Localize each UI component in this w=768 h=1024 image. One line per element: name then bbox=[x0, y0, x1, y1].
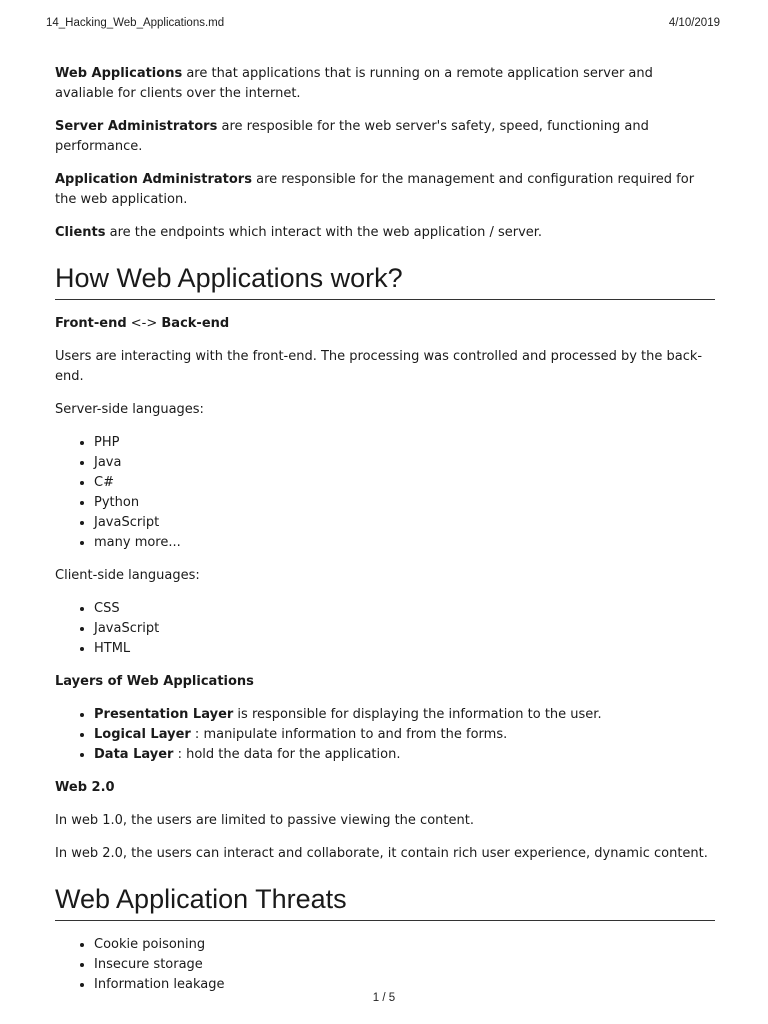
list-item: • Cookie poisoning bbox=[94, 935, 715, 955]
page-number: 1 / 5 bbox=[372, 992, 396, 1004]
section-heading: How Web Applications work? bbox=[55, 261, 715, 300]
client-languages-list bbox=[55, 599, 715, 659]
term: Logical Layer bbox=[94, 727, 191, 742]
list-item: • Java bbox=[94, 453, 715, 473]
list-item: • Information leakage bbox=[94, 975, 715, 995]
intro-paragraph bbox=[55, 223, 715, 243]
list-item: • Python bbox=[94, 493, 715, 513]
list-item bbox=[94, 745, 715, 765]
list-item: • C# bbox=[94, 473, 715, 493]
term: Server Administrators bbox=[55, 119, 218, 134]
web10-paragraph: In web 1.0, the users are limited to passive viewing the content. bbox=[55, 813, 474, 828]
definition: are that applications that is running on a remote application server and avaliable for clients over the internet. bbox=[55, 66, 653, 101]
web20-paragraph: In web 2.0, the users can interact and collaborate, it contain rich user experience, dynamic content. bbox=[55, 846, 708, 861]
header-date: 4/10/2019 bbox=[668, 17, 720, 29]
term: Data Layer bbox=[94, 747, 174, 762]
list-item: • PHP bbox=[94, 433, 715, 453]
list-item: • HTML bbox=[94, 639, 715, 659]
definition: is responsible for displaying the information to the user. bbox=[233, 707, 602, 722]
list-item bbox=[94, 705, 715, 725]
backend-label: Back-end bbox=[161, 316, 230, 331]
definition: : hold the data for the application. bbox=[173, 747, 401, 762]
intro-paragraph bbox=[55, 170, 715, 210]
definition: are responsible for the management and configuration required for the web application. bbox=[55, 172, 695, 207]
client-languages-label: Client-side languages: bbox=[55, 568, 200, 583]
term: Web Applications bbox=[55, 66, 183, 81]
intro-paragraph bbox=[55, 117, 715, 157]
list-item: • JavaScript bbox=[94, 619, 715, 639]
print-header bbox=[46, 17, 720, 29]
server-languages-list bbox=[55, 433, 715, 553]
definition: : manipulate information to and from the forms. bbox=[190, 727, 508, 742]
threats-list bbox=[55, 935, 715, 995]
arrow-text: <-> bbox=[126, 316, 162, 331]
list-item: • Insecure storage bbox=[94, 955, 715, 975]
web20-heading: Web 2.0 bbox=[55, 780, 115, 795]
list-item: • JavaScript bbox=[94, 513, 715, 533]
list-item bbox=[94, 725, 715, 745]
term: Presentation Layer bbox=[94, 707, 234, 722]
list-item: • CSS bbox=[94, 599, 715, 619]
term: Clients bbox=[55, 225, 106, 240]
intro-paragraph bbox=[55, 64, 715, 104]
section-heading: Web Application Threats bbox=[55, 882, 715, 921]
server-languages-label: Server-side languages: bbox=[55, 402, 204, 417]
users-paragraph: Users are interacting with the front-end. The processing was controlled and processed by the back-end. bbox=[55, 349, 703, 384]
header-filename: 14_Hacking_Web_Applications.md bbox=[46, 17, 225, 29]
definition: are the endpoints which interact with the web application / server. bbox=[105, 225, 543, 240]
frontend-backend-heading bbox=[55, 314, 715, 334]
frontend-label: Front-end bbox=[55, 316, 127, 331]
layers-heading: Layers of Web Applications bbox=[55, 674, 254, 689]
document-body bbox=[55, 64, 715, 1008]
term: Application Administrators bbox=[55, 172, 252, 187]
list-item: • many more... bbox=[94, 533, 715, 553]
layers-list bbox=[55, 705, 715, 765]
definition: are resposible for the web server's safety, speed, functioning and performance. bbox=[55, 119, 649, 154]
